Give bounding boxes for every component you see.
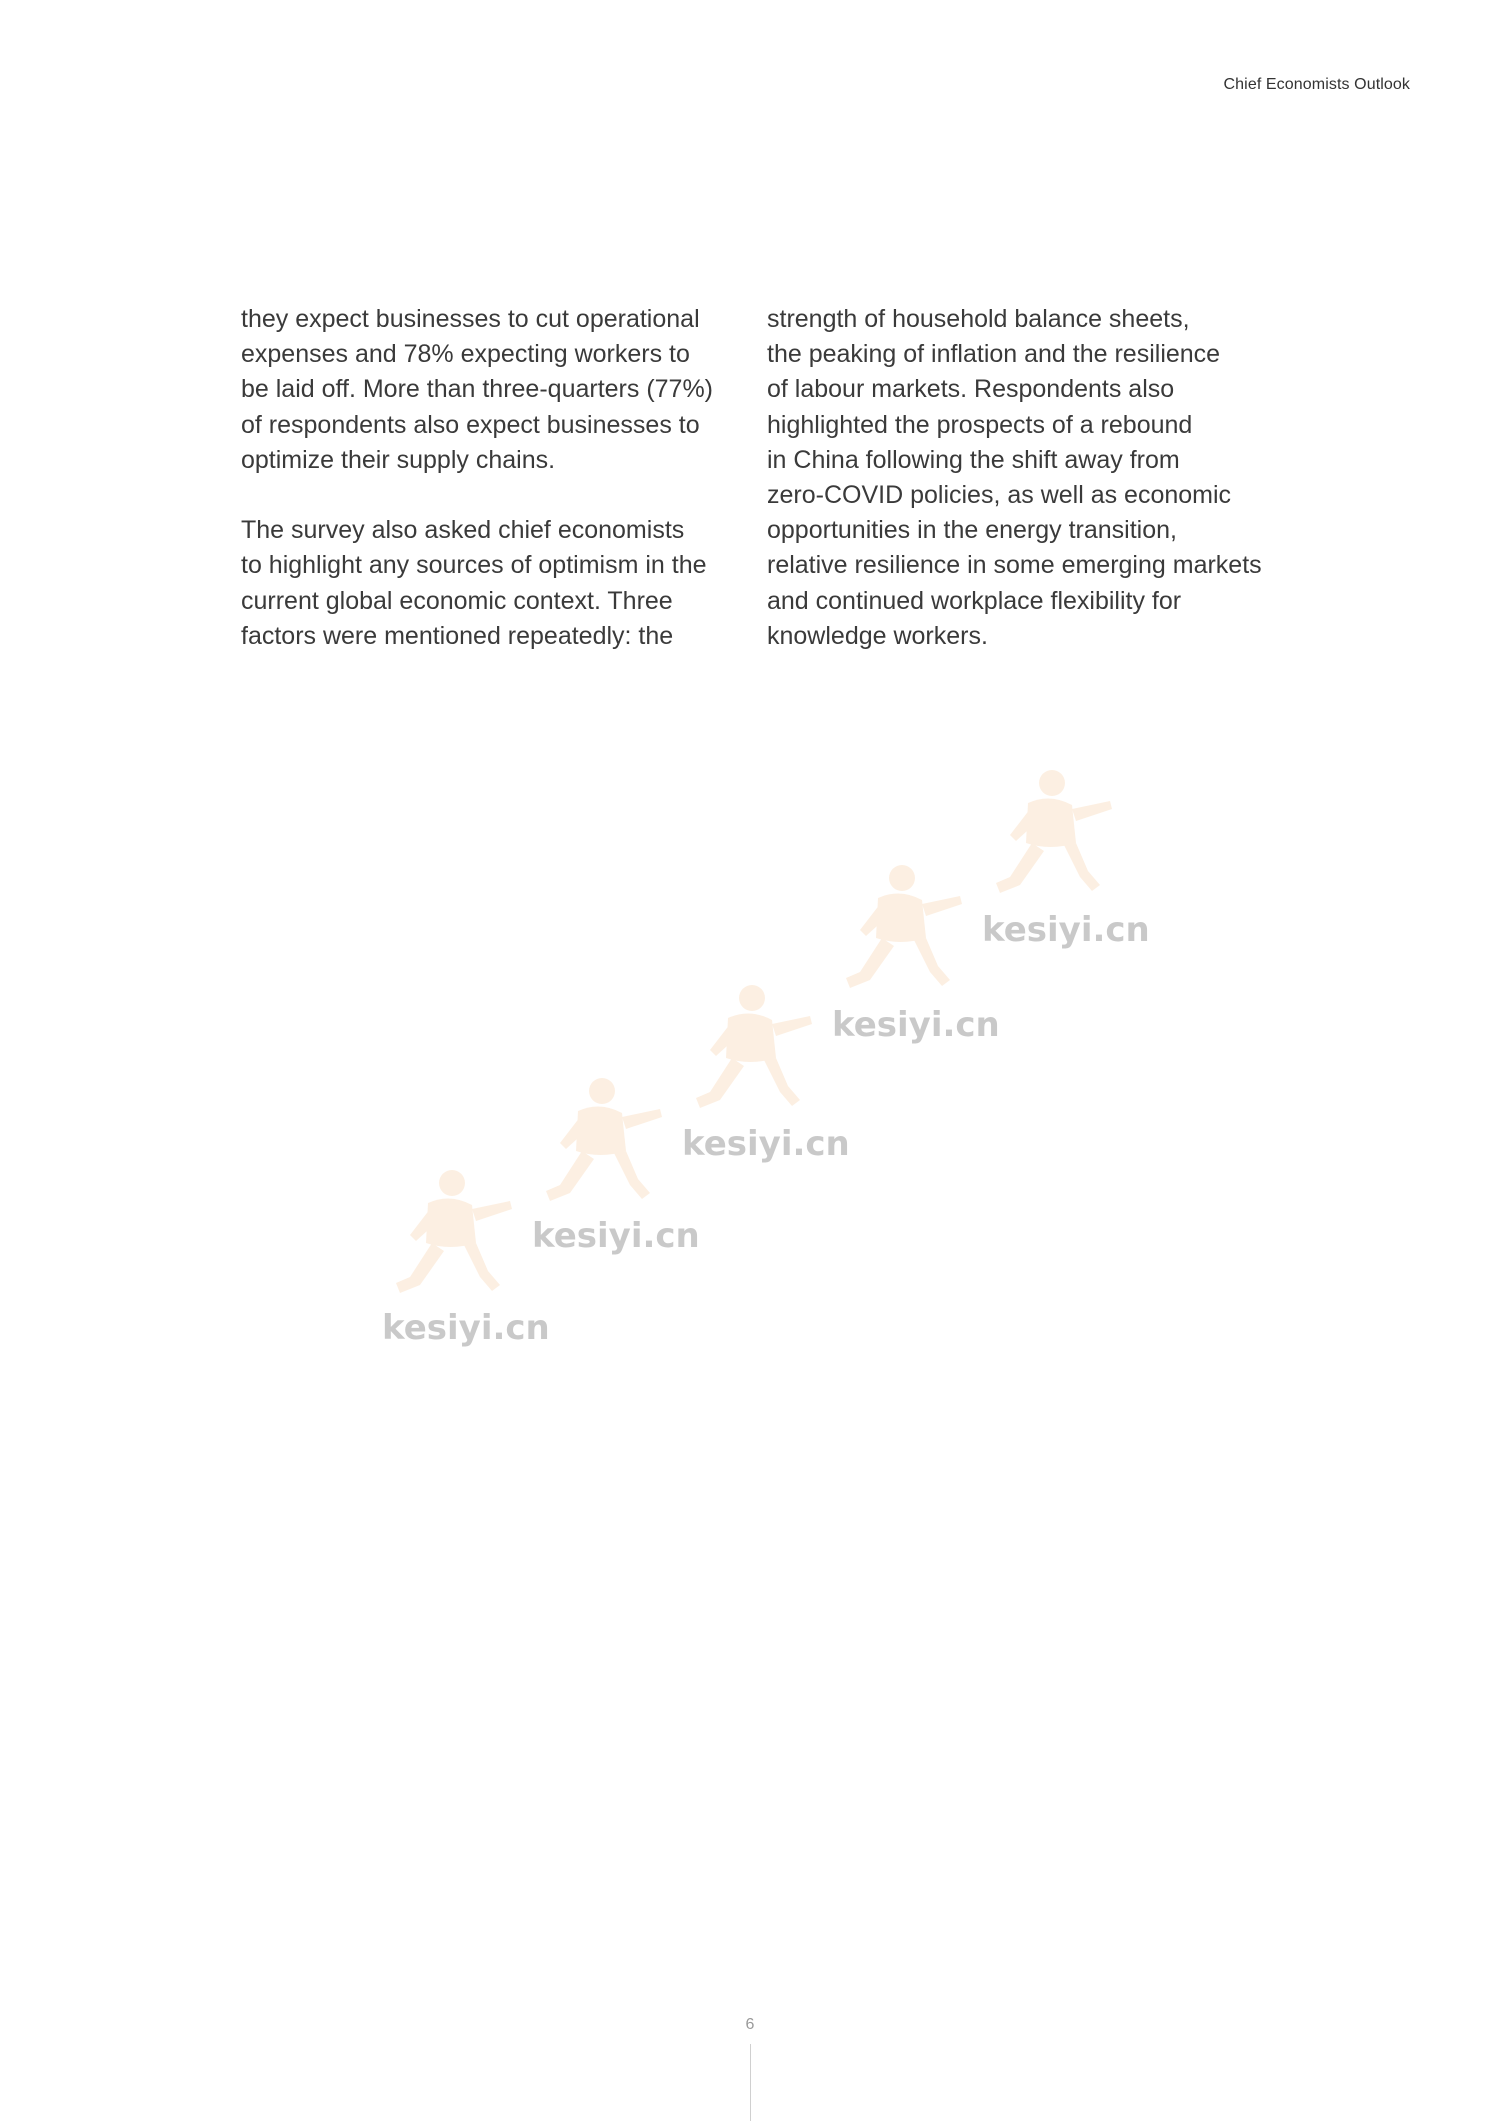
body-text-line: The survey also asked chief economists xyxy=(241,516,685,545)
body-column-left xyxy=(241,302,741,654)
body-text-line: and continued workplace flexibility for xyxy=(767,586,1182,615)
body-text-line: factors were mentioned repeatedly: the xyxy=(241,621,674,650)
body-text-line: they expect businesses to cut operational xyxy=(241,305,700,333)
body-text-line: highlighted the prospects of a rebound xyxy=(767,410,1193,439)
body-text-line: current global economic context. Three xyxy=(241,586,673,615)
body-text-line: be laid off. More than three-quarters (77%) xyxy=(241,375,714,404)
body-text-line: to highlight any sources of optimism in the xyxy=(241,551,707,580)
body-text-line: knowledge workers. xyxy=(767,621,988,650)
page-number: 6 xyxy=(745,2016,755,2033)
body-text-line: expenses and 78% expecting workers to xyxy=(241,340,690,369)
watermark-text: kesiyi.cn xyxy=(382,1308,550,1348)
watermark-runner-icon xyxy=(980,765,1120,915)
body-text-line: strength of household balance sheets, xyxy=(767,305,1190,333)
watermark-runner-icon xyxy=(380,1165,520,1315)
paragraph-spacer xyxy=(241,478,741,513)
body-text-line: in China following the shift away from xyxy=(767,445,1180,474)
body-text-line: relative resilience in some emerging markets xyxy=(767,551,1262,580)
watermark-runner-icon xyxy=(530,1073,670,1223)
footer-divider xyxy=(750,2044,751,2121)
watermark-text: kesiyi.cn xyxy=(682,1124,850,1164)
body-text-line: the peaking of inflation and the resilience xyxy=(767,340,1221,369)
body-column-right xyxy=(767,302,1267,654)
body-text-line: optimize their supply chains. xyxy=(241,445,556,474)
watermark-runner-icon xyxy=(830,860,970,1010)
body-text-line: opportunities in the energy transition, xyxy=(767,516,1177,545)
running-header-title: Chief Economists Outlook xyxy=(1223,76,1410,93)
watermark-text: kesiyi.cn xyxy=(832,1005,1000,1045)
watermark-text: kesiyi.cn xyxy=(982,910,1150,950)
body-text-line: of respondents also expect businesses to xyxy=(241,410,700,439)
watermark-text: kesiyi.cn xyxy=(532,1216,700,1256)
watermark-runner-icon xyxy=(680,980,820,1130)
body-text-line: zero-COVID policies, as well as economic xyxy=(767,481,1232,510)
body-text-line: of labour markets. Respondents also xyxy=(767,375,1175,404)
